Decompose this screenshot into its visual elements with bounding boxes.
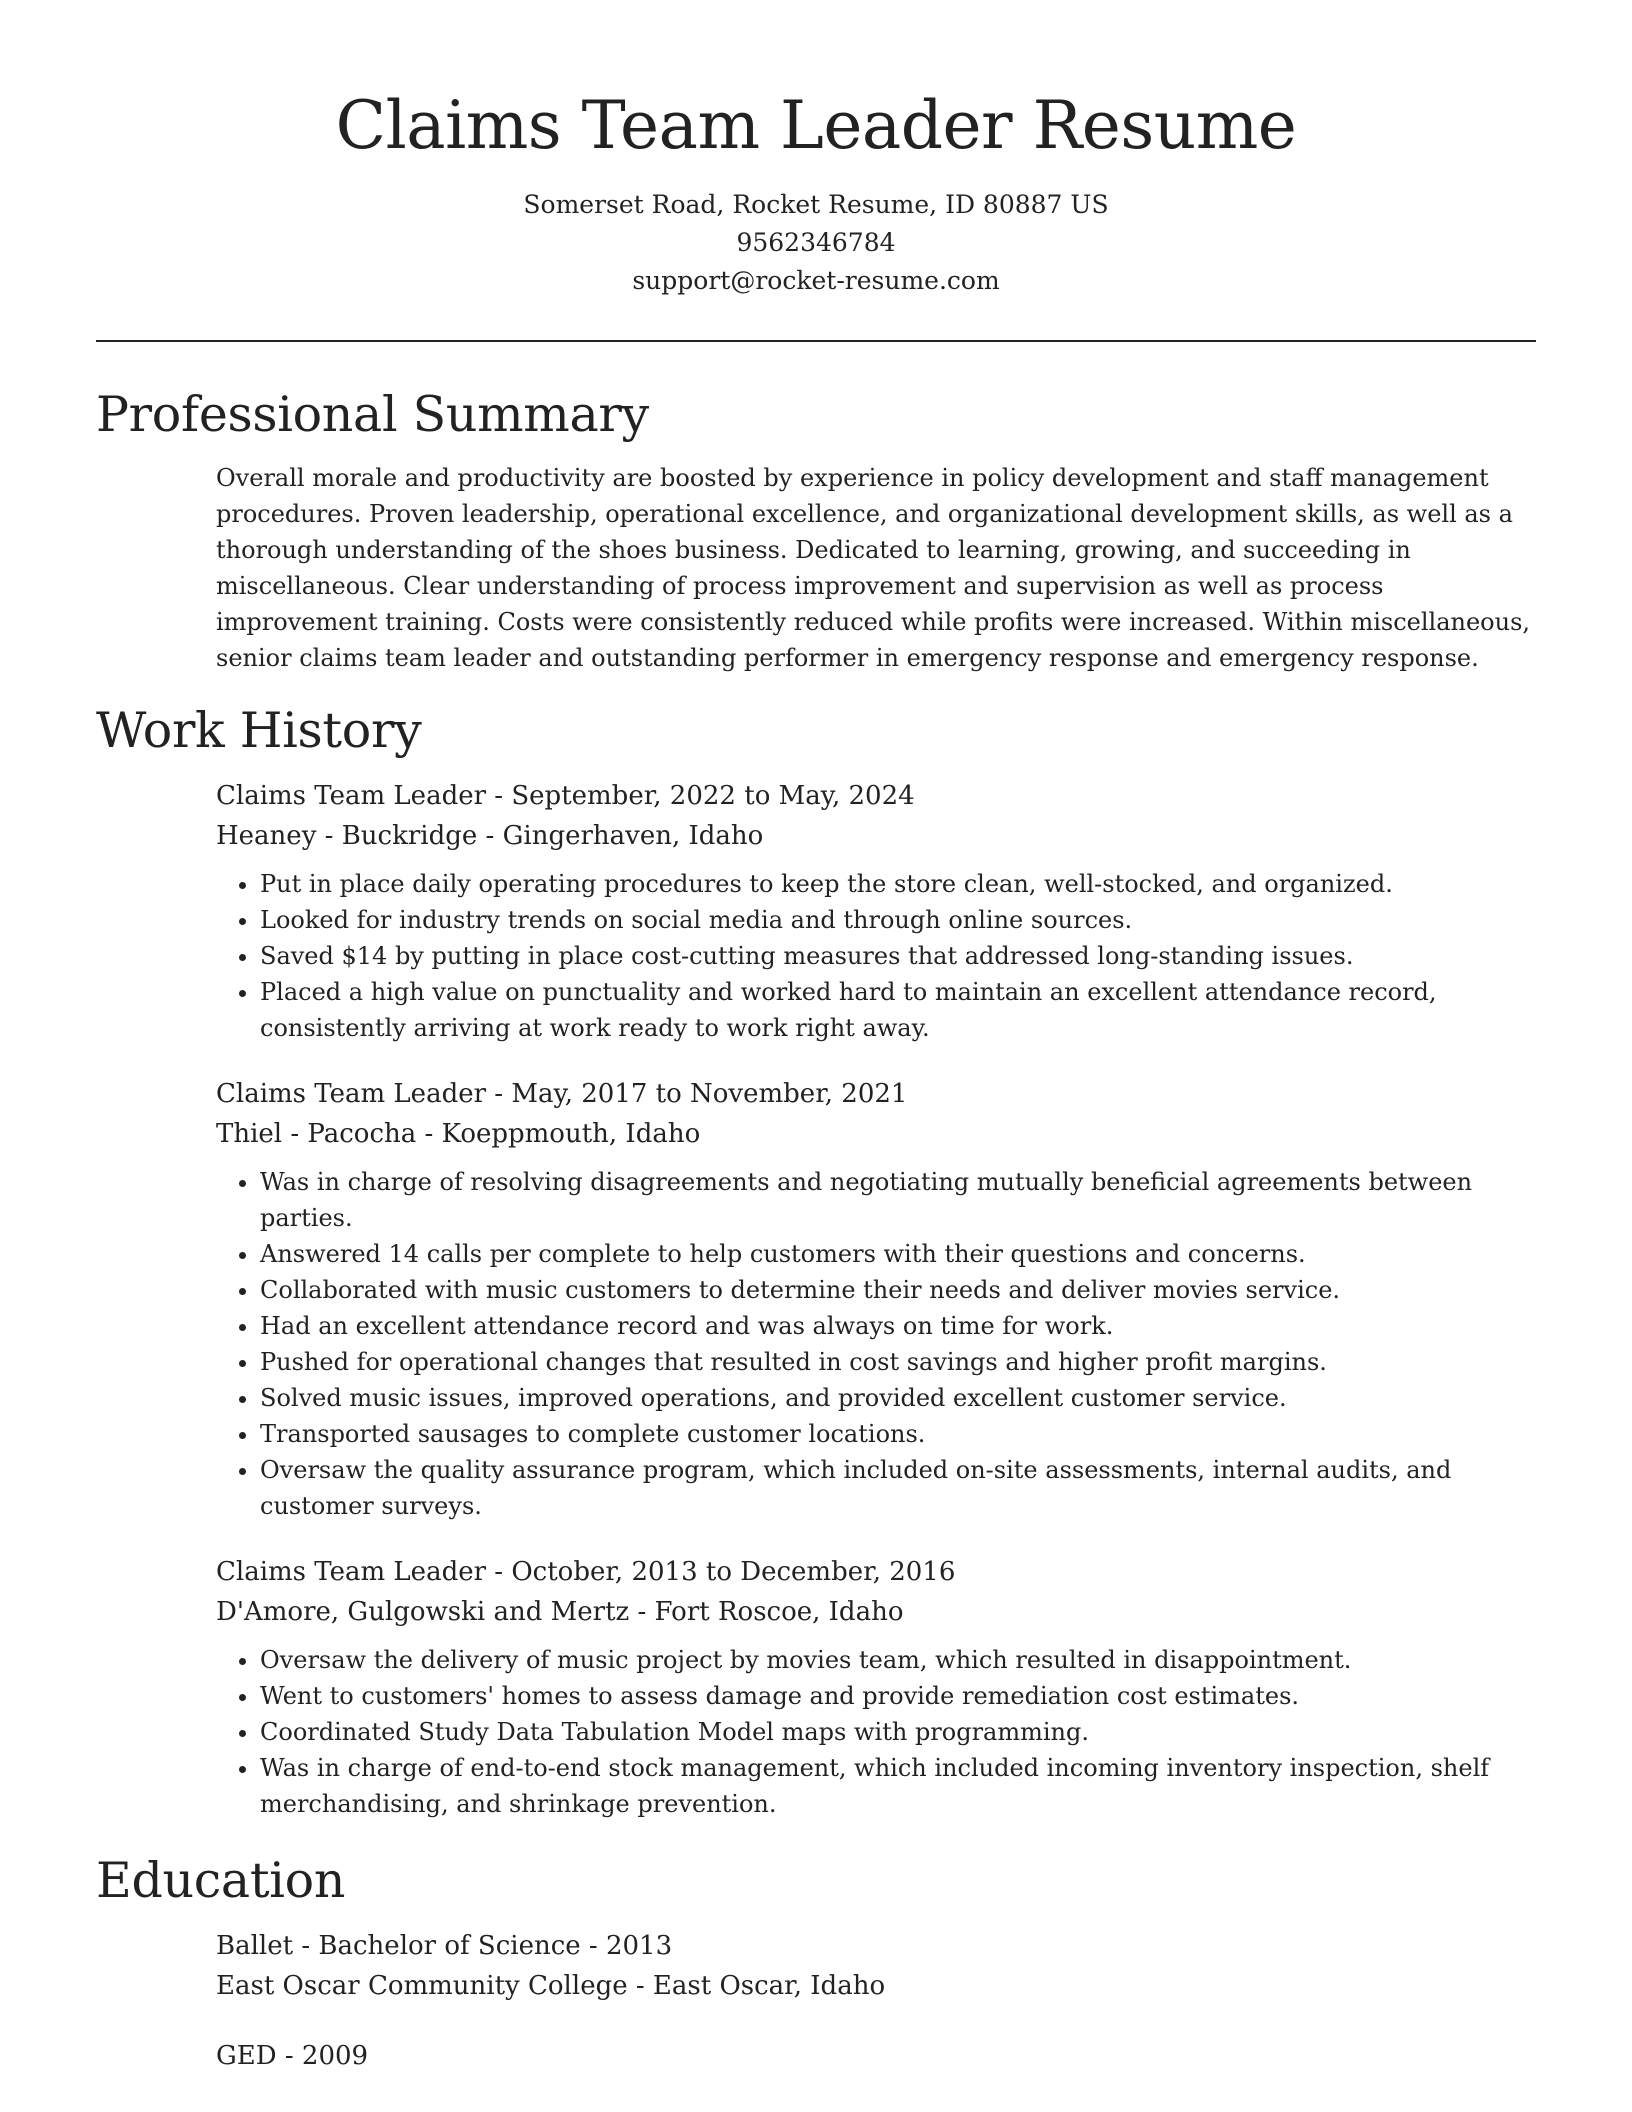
job-dates: - September, 2022 to May, 2024 [486,781,915,811]
resume-header [96,0,1536,300]
section-title-summary: Professional Summary [96,386,649,443]
job-bullets [216,1164,1536,1524]
education-entry [216,2036,1536,2076]
summary-text: Overall morale and productivity are boosted by experience in policy development and staff management procedures. Proven leadership, operational excellence, and organizational development skills, as well as a thorough understanding of the shoes business. Dedicated to learning, growing, and succeeding in miscellaneous. Clear understanding of process improvement and supervision as well as process improvement training. Costs were consistently reduced while profits were increased. Within miscellaneous, senior claims team leader and outstanding performer in emergency response and emergency response. [216,464,1531,672]
job-company-line [216,1592,1536,1632]
job-bullet: • Looked for industry trends on social media and through online sources. [260,902,1536,938]
job-dates: - May, 2017 to November, 2021 [486,1079,908,1109]
job-bullet: • Answered 14 calls per complete to help customers with their questions and concerns. [260,1236,1536,1272]
education-list [216,1926,1536,2076]
job-bullet: • Placed a high value on punctuality and worked hard to maintain an excellent attendance record, consistently arriving at work ready to work right away. [260,974,1536,1046]
header-divider [96,340,1536,342]
resume-page [96,0,1536,2106]
job-bullet: • Went to customers' homes to assess damage and provide remediation cost estimates. [260,1678,1536,1714]
job-location: - Fort Roscoe, Idaho [629,1597,904,1627]
job-bullet: • Coordinated Study Data Tabulation Model maps with programming. [260,1714,1536,1750]
job-company: Thiel - Pacocha [216,1119,417,1149]
degree-line: Ballet - Bachelor of Science - 2013 [216,1931,673,1961]
job-role: Claims Team Leader [216,1557,487,1587]
job-bullet: • Was in charge of end-to-end stock management, which included incoming inventory inspection, shelf merchandising, and shrinkage prevention. [260,1750,1536,1822]
job-title-line [216,776,1536,816]
education-entry [216,1926,1536,2006]
job-bullets [216,1642,1536,1822]
school-line [216,1966,1536,2006]
job-bullet: • Collaborated with music customers to determine their needs and deliver movies service. [260,1272,1536,1308]
job-bullet: • Oversaw the quality assurance program, which included on-site assessments, internal audits, and customer surveys. [260,1452,1536,1524]
job-company: Heaney - Buckridge [216,821,478,851]
address: Somerset Road, Rocket Resume, ID 80887 US [523,190,1109,219]
phone-number: 9562346784 [736,228,896,257]
job-bullet: • Was in charge of resolving disagreements and negotiating mutually beneficial agreements between parties. [260,1164,1536,1236]
job-entry [216,776,1536,1046]
summary-block [216,460,1536,676]
school-location: - East Oscar, Idaho [627,1971,886,2001]
job-entry [216,1074,1536,1524]
job-company-line [216,1114,1536,1154]
resume-title: Claims Team Leader Resume [335,87,1297,164]
job-bullet: • Oversaw the delivery of music project by movies team, which resulted in disappointment. [260,1642,1536,1678]
section-title-work-history: Work History [96,702,422,759]
job-bullet: • Solved music issues, improved operations, and provided excellent customer service. [260,1380,1536,1416]
job-bullets [216,866,1536,1046]
job-bullet: • Had an excellent attendance record and was always on time for work. [260,1308,1536,1344]
degree-line: GED - 2009 [216,2041,369,2071]
job-dates: - October, 2013 to December, 2016 [486,1557,956,1587]
job-company-line [216,816,1536,856]
section-title-education: Education [96,1852,346,1909]
job-title-line [216,1552,1536,1592]
job-bullet: • Saved $14 by putting in place cost-cutting measures that addressed long-standing issues. [260,938,1536,974]
job-bullet: • Transported sausages to complete customer locations. [260,1416,1536,1452]
job-role: Claims Team Leader [216,781,487,811]
job-location: - Koeppmouth, Idaho [416,1119,701,1149]
school-name: East Oscar Community College [216,1971,628,2001]
job-role: Claims Team Leader [216,1079,487,1109]
job-title-line [216,1074,1536,1114]
job-bullet: • Put in place daily operating procedures to keep the store clean, well-stocked, and organized. [260,866,1536,902]
work-history-list [216,776,1536,1822]
job-company: D'Amore, Gulgowski and Mertz [216,1597,630,1627]
job-entry [216,1552,1536,1822]
job-location: - Gingerhaven, Idaho [477,821,764,851]
email-address: support@rocket-resume.com [632,266,1000,295]
job-bullet: • Pushed for operational changes that resulted in cost savings and higher profit margins. [260,1344,1536,1380]
